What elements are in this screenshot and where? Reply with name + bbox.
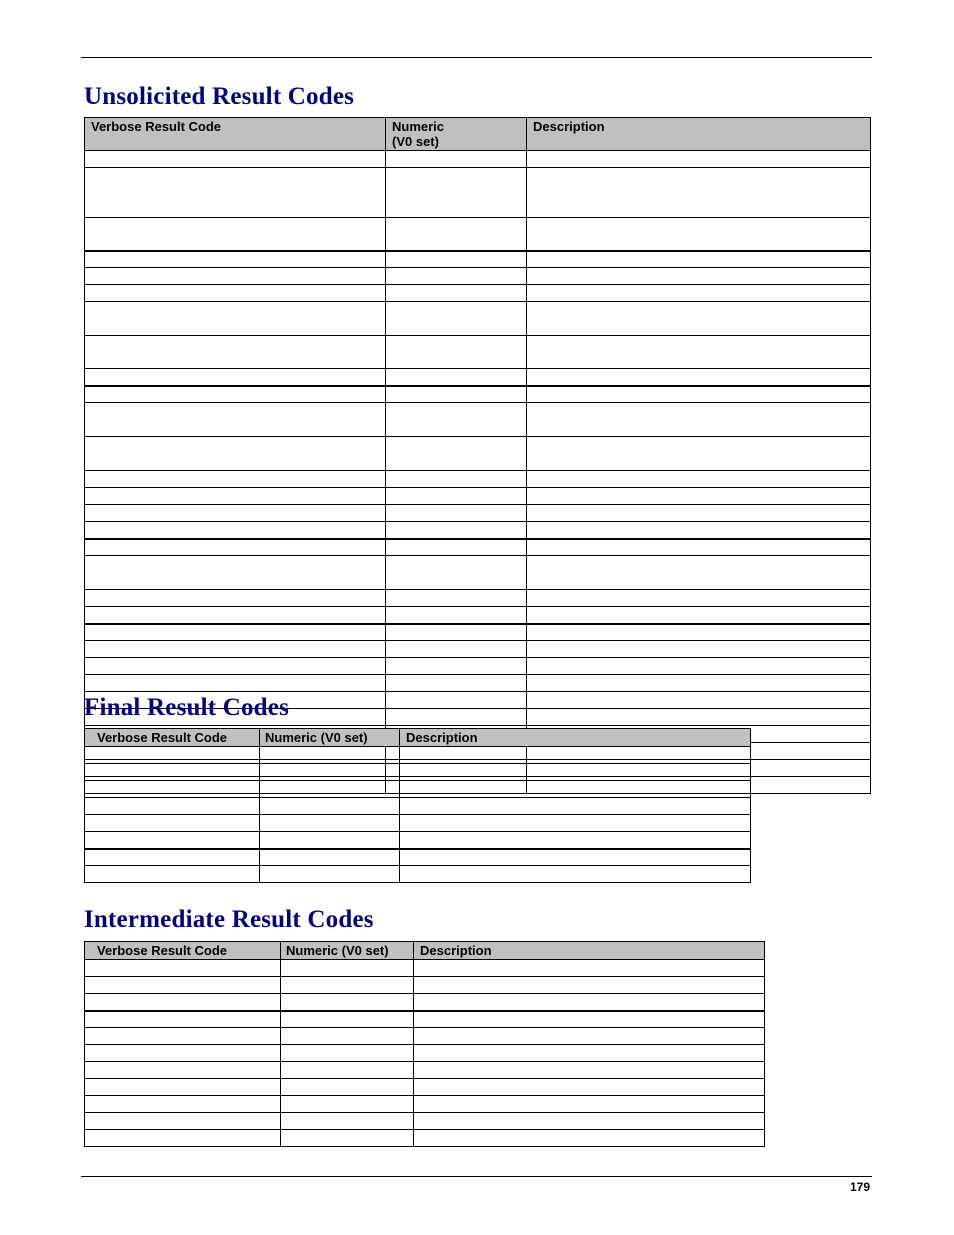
- table-cell: [386, 369, 527, 386]
- table-cell: [85, 268, 386, 285]
- table-row: [85, 437, 871, 471]
- table-cell: [414, 1062, 765, 1079]
- table-cell: [260, 866, 400, 883]
- table-cell: [85, 781, 260, 798]
- table-cell: [281, 1113, 414, 1130]
- unsolicited-title: Unsolicited Result Codes: [84, 83, 355, 110]
- table-cell: [414, 1130, 765, 1147]
- table-cell: [85, 285, 386, 302]
- table-cell: [85, 1096, 281, 1113]
- table-cell: [85, 866, 260, 883]
- table-cell: [85, 386, 386, 403]
- table-cell: [85, 658, 386, 675]
- table-cell: [527, 675, 871, 692]
- table-cell: [85, 815, 260, 832]
- table-cell: [85, 798, 260, 815]
- table-cell: [400, 849, 751, 866]
- table-row: [85, 336, 871, 369]
- table-cell: [85, 832, 260, 849]
- table-cell: [386, 336, 527, 369]
- table-cell: [85, 151, 386, 168]
- col-verbose-header: Verbose Result Code: [85, 729, 260, 747]
- table-cell: [527, 607, 871, 624]
- table-cell: [386, 692, 527, 709]
- table-cell: [386, 539, 527, 556]
- table-row: [85, 1130, 765, 1147]
- table-cell: [400, 764, 751, 781]
- table-cell: [85, 218, 386, 251]
- table-cell: [527, 268, 871, 285]
- table-row: [85, 1096, 765, 1113]
- table-cell: [527, 641, 871, 658]
- table-cell: [527, 369, 871, 386]
- table-cell: [386, 675, 527, 692]
- table-cell: [85, 607, 386, 624]
- table-row: [85, 832, 751, 849]
- table-cell: [414, 1113, 765, 1130]
- table-row: [85, 556, 871, 590]
- table-row: [85, 302, 871, 336]
- table-cell: [400, 781, 751, 798]
- table-cell: [386, 386, 527, 403]
- table-cell: [386, 268, 527, 285]
- table-cell: [386, 505, 527, 522]
- table-row: [85, 1079, 765, 1096]
- table-cell: [85, 488, 386, 505]
- table-row: [85, 977, 765, 994]
- table-cell: [414, 977, 765, 994]
- table-cell: [85, 522, 386, 539]
- table-cell: [85, 641, 386, 658]
- table-cell: [85, 471, 386, 488]
- col-verbose-header: Verbose Result Code: [85, 942, 281, 960]
- table-cell: [400, 798, 751, 815]
- table-cell: [386, 302, 527, 336]
- table-cell: [527, 709, 871, 726]
- table-cell: [260, 798, 400, 815]
- table-cell: [527, 386, 871, 403]
- table-cell: [527, 556, 871, 590]
- table-cell: [527, 522, 871, 539]
- table-cell: [85, 369, 386, 386]
- table-cell: [281, 1011, 414, 1028]
- table-cell: [386, 218, 527, 251]
- table-cell: [400, 832, 751, 849]
- col-description-header: Description: [414, 942, 765, 960]
- table-cell: [281, 1028, 414, 1045]
- table-cell: [85, 764, 260, 781]
- table-cell: [386, 522, 527, 539]
- table-cell: [85, 403, 386, 437]
- col-verbose-header: Verbose Result Code: [85, 118, 386, 151]
- table-row: [85, 251, 871, 268]
- table-cell: [386, 624, 527, 641]
- table-cell: [527, 218, 871, 251]
- col-description-header: Description: [400, 729, 751, 747]
- table-row: [85, 488, 871, 505]
- table-cell: [386, 709, 527, 726]
- table-cell: [527, 692, 871, 709]
- table-cell: [386, 403, 527, 437]
- table-cell: [414, 1079, 765, 1096]
- table-row: [85, 624, 871, 641]
- table-cell: [386, 607, 527, 624]
- table-cell: [85, 1028, 281, 1045]
- table-cell: [386, 168, 527, 218]
- table-row: [85, 386, 871, 403]
- table-row: [85, 369, 871, 386]
- table-cell: [260, 832, 400, 849]
- table-row: [85, 747, 751, 764]
- table-cell: [386, 471, 527, 488]
- table-cell: [85, 747, 260, 764]
- table-cell: [85, 302, 386, 336]
- table-cell: [85, 1113, 281, 1130]
- table-cell: [85, 675, 386, 692]
- table-cell: [527, 336, 871, 369]
- table-cell: [414, 1096, 765, 1113]
- table-cell: [85, 505, 386, 522]
- table-cell: [281, 1096, 414, 1113]
- table-row: [85, 994, 765, 1011]
- table-cell: [281, 1130, 414, 1147]
- table-cell: [85, 1062, 281, 1079]
- table-cell: [85, 251, 386, 268]
- table-row: [85, 960, 765, 977]
- table-cell: [85, 1011, 281, 1028]
- table-row: [85, 815, 751, 832]
- table-row: [85, 522, 871, 539]
- table-cell: [414, 1045, 765, 1062]
- table-cell: [386, 556, 527, 590]
- table-cell: [386, 658, 527, 675]
- table-cell: [386, 641, 527, 658]
- table-cell: [527, 168, 871, 218]
- table-cell: [527, 658, 871, 675]
- table-row: [85, 539, 871, 556]
- table-cell: [527, 590, 871, 607]
- table-row: [85, 151, 871, 168]
- table-row: [85, 607, 871, 624]
- table-row: [85, 764, 751, 781]
- table-cell: [386, 251, 527, 268]
- table-row: [85, 471, 871, 488]
- table-row: [85, 1045, 765, 1062]
- table-cell: [281, 1062, 414, 1079]
- table-cell: [85, 977, 281, 994]
- table-cell: [281, 960, 414, 977]
- table-row: [85, 658, 871, 675]
- table-row: [85, 168, 871, 218]
- table-cell: [260, 849, 400, 866]
- table-cell: [85, 624, 386, 641]
- col-numeric-header: Numeric (V0 set): [386, 118, 527, 151]
- table-row: [85, 1113, 765, 1130]
- table-cell: [386, 151, 527, 168]
- table-cell: [281, 1045, 414, 1062]
- table-cell: [527, 285, 871, 302]
- table-cell: [527, 624, 871, 641]
- table-cell: [85, 336, 386, 369]
- table-cell: [527, 403, 871, 437]
- table-row: [85, 218, 871, 251]
- table-cell: [527, 471, 871, 488]
- table-cell: [260, 747, 400, 764]
- table-cell: [527, 505, 871, 522]
- table-cell: [85, 590, 386, 607]
- intermediate-title: Intermediate Result Codes: [84, 906, 374, 933]
- table-cell: [85, 960, 281, 977]
- table-row: [85, 1011, 765, 1028]
- table-cell: [386, 437, 527, 471]
- table-row: [85, 1028, 765, 1045]
- table-cell: [85, 1079, 281, 1096]
- table-cell: [400, 747, 751, 764]
- table-row: [85, 849, 751, 866]
- final-title: Final Result Codes: [84, 694, 290, 721]
- footer-rule: [81, 1176, 872, 1177]
- table-cell: [414, 960, 765, 977]
- table-row: [85, 866, 751, 883]
- table-cell: [85, 556, 386, 590]
- col-description-header: Description: [527, 118, 871, 151]
- table-row: [85, 505, 871, 522]
- table-cell: [527, 251, 871, 268]
- header-rule: [81, 57, 872, 58]
- table-cell: [386, 488, 527, 505]
- table-cell: [527, 437, 871, 471]
- table-row: [85, 798, 751, 815]
- col-numeric-header: Numeric (V0 set): [281, 942, 414, 960]
- table-cell: [85, 1045, 281, 1062]
- table-cell: [85, 168, 386, 218]
- table-cell: [527, 488, 871, 505]
- table-cell: [281, 994, 414, 1011]
- table-row: [85, 781, 751, 798]
- table-cell: [414, 1028, 765, 1045]
- col-numeric-header: Numeric (V0 set): [260, 729, 400, 747]
- table-cell: [414, 1011, 765, 1028]
- table-cell: [400, 866, 751, 883]
- table-cell: [85, 849, 260, 866]
- table-cell: [260, 815, 400, 832]
- table-cell: [527, 302, 871, 336]
- table-cell: [414, 994, 765, 1011]
- table-row: [85, 641, 871, 658]
- table-row: [85, 1062, 765, 1079]
- table-cell: [260, 781, 400, 798]
- table-row: [85, 403, 871, 437]
- intermediate-table: [84, 941, 765, 1147]
- table-cell: [386, 590, 527, 607]
- final-table: [84, 728, 751, 883]
- table-row: [85, 675, 871, 692]
- table-cell: [85, 539, 386, 556]
- table-cell: [260, 764, 400, 781]
- table-cell: [527, 151, 871, 168]
- table-row: [85, 285, 871, 302]
- unsolicited-table: [84, 117, 871, 794]
- table-cell: [400, 815, 751, 832]
- table-cell: [386, 285, 527, 302]
- table-row: [85, 268, 871, 285]
- table-cell: [85, 1130, 281, 1147]
- table-cell: [527, 539, 871, 556]
- page-number: 179: [849, 1180, 870, 1194]
- table-cell: [281, 1079, 414, 1096]
- table-cell: [85, 994, 281, 1011]
- table-cell: [85, 437, 386, 471]
- table-row: [85, 590, 871, 607]
- table-cell: [281, 977, 414, 994]
